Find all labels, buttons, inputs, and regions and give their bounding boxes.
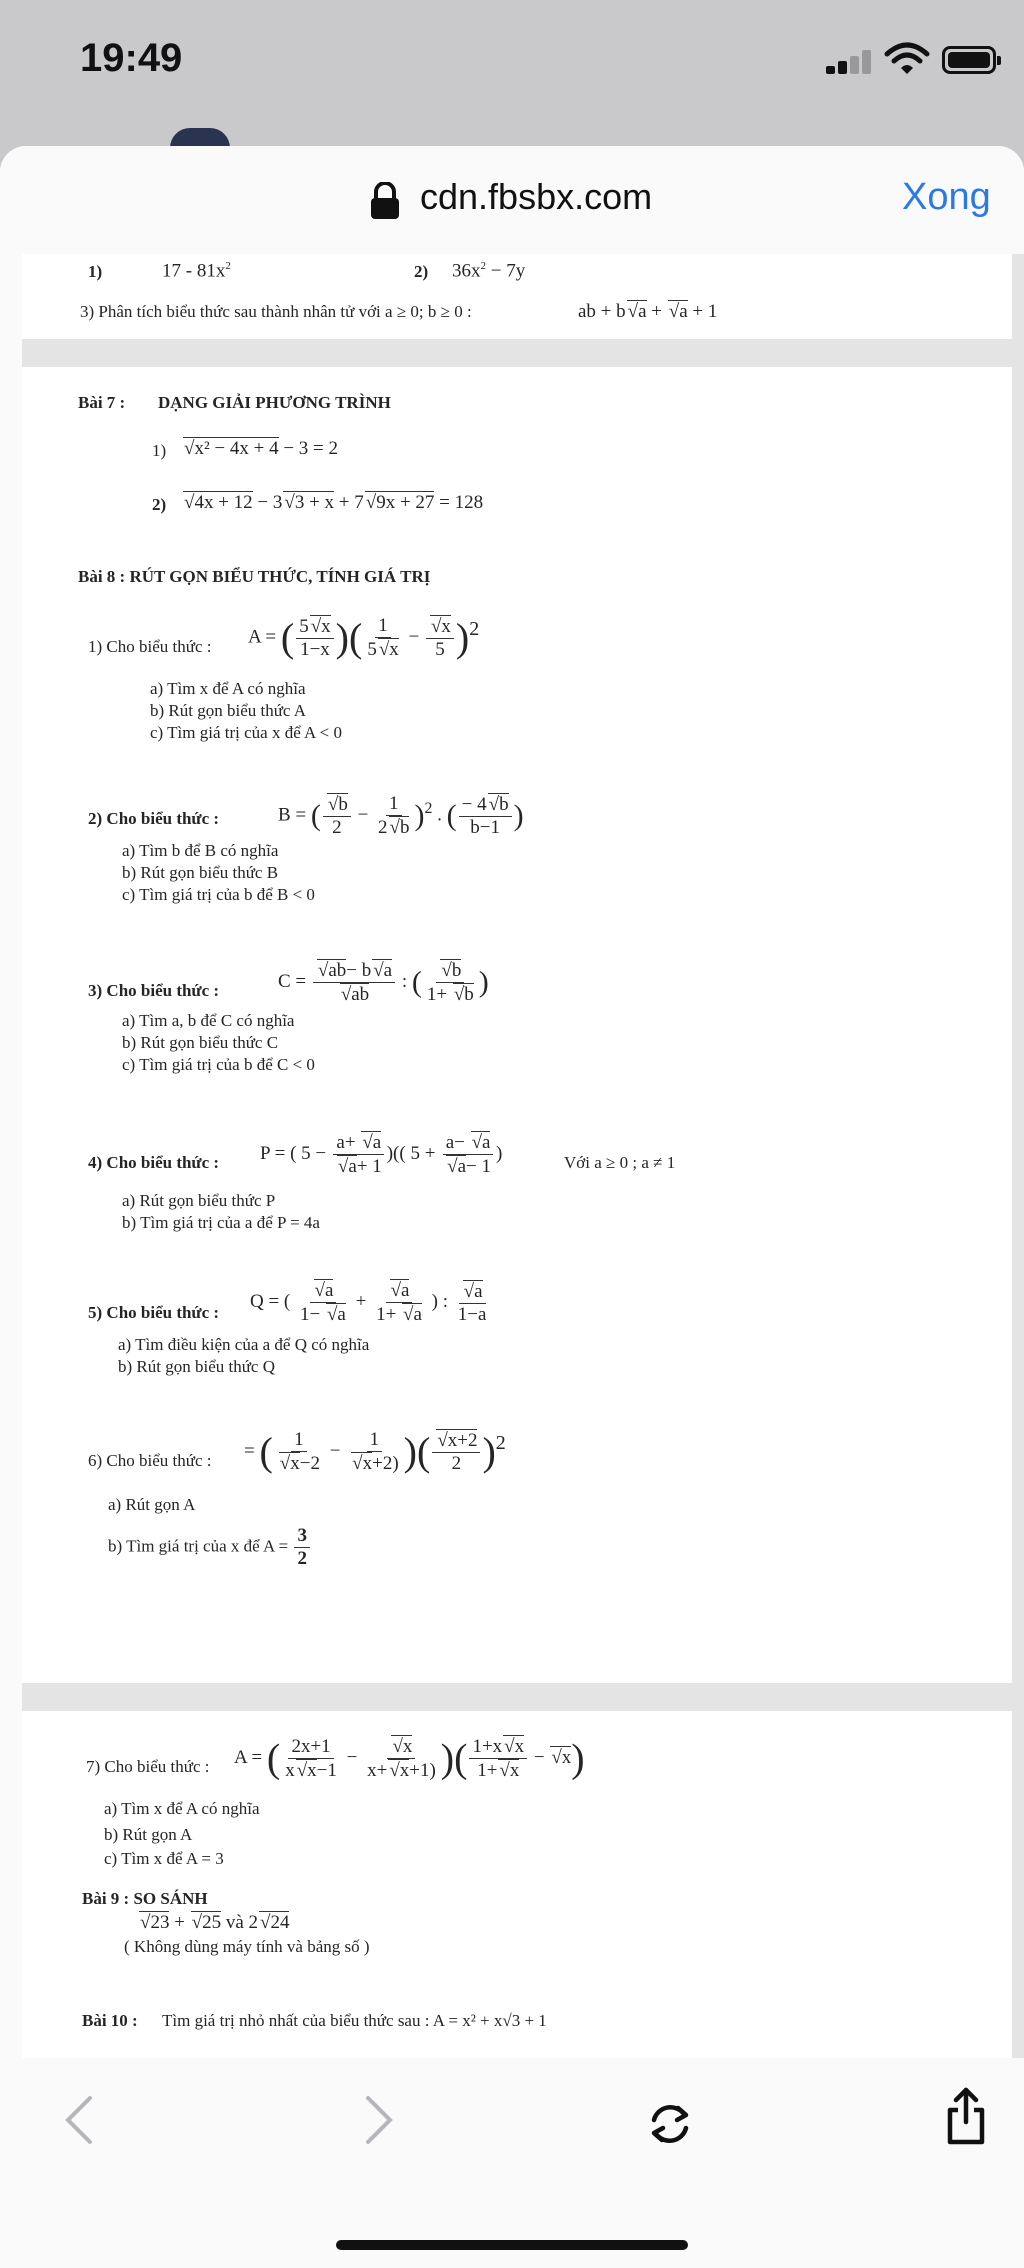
- section-title: Bài 9 : SO SÁNH: [82, 1889, 208, 1908]
- background-app-sliver: [170, 128, 230, 148]
- section-title: Bài 7 :: [78, 393, 126, 412]
- sub-question: b) Rút gọn biểu thức Q: [118, 1357, 276, 1376]
- exponent: 2: [480, 260, 486, 272]
- battery-icon: [942, 46, 996, 74]
- section-title: Bài 8 : RÚT GỌN BIỂU THỨC, TÍNH GIÁ TRỊ: [78, 567, 431, 586]
- question-label: 5) Cho biểu thức :: [88, 1303, 220, 1322]
- sub-question: b) Tìm giá trị của x để A = $\frac{3}{2}$: [108, 1525, 312, 1570]
- document-page-1: [22, 254, 1012, 339]
- url-domain[interactable]: cdn.fbsbx.com: [420, 176, 653, 217]
- chevron-right-icon[interactable]: [364, 2094, 394, 2146]
- expression-C: C = √ ab− b√ a √ ab : ( √ $\frac{b}{1+ √ b}$ ): [278, 959, 489, 1006]
- done-button[interactable]: Xong: [902, 176, 991, 218]
- expression: [162, 260, 231, 282]
- comparison: √ 23 + √ 25 và 2√ 24: [138, 1911, 289, 1934]
- signal-icon: [826, 50, 876, 74]
- browser-navbar: [0, 146, 1024, 254]
- item-number: 1): [88, 262, 103, 281]
- equation: √ x² − 4x + 4 − 3 = 2: [182, 437, 338, 460]
- item-number: 1): [152, 441, 167, 460]
- conjunction: và: [225, 1912, 244, 1933]
- factor-question: 3) Phân tích biểu thức sau thành nhân tử với a ≥ 0; b ≥ 0 :: [80, 302, 472, 321]
- question-text: Tìm giá trị nhỏ nhất của biểu thức sau : A = x² + x√3 + 1: [162, 2011, 547, 2030]
- browser-sheet: [0, 146, 1024, 2268]
- question-label: 4) Cho biểu thức :: [88, 1153, 220, 1172]
- expression-A: A = ( $\frac{5√ x}{1-x}$ )( $\frac{1}{5√ x}$ − √ $\frac{x}{5}$ )$^2$: [248, 615, 479, 661]
- chevron-left-icon[interactable]: [64, 2094, 94, 2146]
- sub-question-text: b) Tìm giá trị của x để A =: [108, 1536, 289, 1556]
- expression-text: 36x: [452, 260, 481, 282]
- section-title: Bài 10 :: [82, 2011, 138, 2030]
- wifi-icon: [884, 42, 930, 76]
- sub-question: b) Rút gọn biểu thức B: [122, 863, 279, 882]
- expression-text: 17 - 81x: [162, 260, 226, 282]
- expression: [452, 260, 525, 282]
- expression-B: B = ( √ $\frac{b}{2}$ − $\frac{1}{2√ b}$ )$^2$ . ( $\frac{- 4√ b}{b-1}$ ): [278, 793, 524, 839]
- item-number: 2): [414, 262, 429, 281]
- question-label: 2) Cho biểu thức :: [88, 809, 220, 828]
- bottom-toolbar: [0, 2058, 1024, 2268]
- sub-question: c) Tìm giá trị của b để B < 0: [122, 885, 315, 904]
- sub-question: a) Rút gọn A: [108, 1495, 196, 1514]
- exponent: 2: [225, 260, 231, 272]
- question-label: 1) Cho biểu thức :: [88, 637, 212, 656]
- condition: Với a ≥ 0 ; a ≠ 1: [564, 1153, 676, 1172]
- question-label: 6) Cho biểu thức :: [88, 1451, 212, 1470]
- reload-icon[interactable]: [644, 2098, 696, 2150]
- equation-rhs: = 128: [439, 492, 484, 513]
- equation: √ 4x + 12 − 3√ 3 + x + 7√ 9x + 27 = 128: [182, 491, 483, 514]
- status-bar: [0, 0, 1024, 140]
- document-page-3: [22, 1711, 1012, 2058]
- sub-question: c) Tìm giá trị của b để C < 0: [122, 1055, 315, 1074]
- expression-A7: A = ( $\frac{2x+1}{x√ x-1}$ − √ $\frac{x}{x+√ x+1)}$ )( $\frac{1+x√ x}{1+√ x}$ − √ x): [234, 1735, 585, 1782]
- question-label: 3) Cho biểu thức :: [88, 981, 220, 1000]
- expression-A6: = ( 1 √ x−2 − 1 √ x+2) )( √ $\frac{x+2}{2}$ )$^2$: [244, 1429, 506, 1475]
- document-viewer[interactable]: [22, 254, 1024, 2058]
- item-number: 2): [152, 495, 167, 514]
- document-page-2: [22, 367, 1012, 1683]
- share-icon[interactable]: [944, 2086, 988, 2148]
- sub-question: a) Tìm điều kiện của a để Q có nghĩa: [118, 1335, 370, 1354]
- factor-expression: ab + b√ a + √ a + 1: [578, 300, 717, 323]
- sub-question: a) Tìm x để A có nghĩa: [150, 679, 306, 698]
- expression-text: − 7y: [486, 260, 526, 282]
- sub-question: a) Tìm a, b để C có nghĩa: [122, 1011, 295, 1030]
- question-label: 7) Cho biểu thức :: [86, 1757, 210, 1776]
- sub-question: a) Tìm x để A có nghĩa: [104, 1799, 260, 1818]
- sub-question: c) Tìm x để A = 3: [104, 1849, 224, 1868]
- sub-question: c) Tìm giá trị của x để A < 0: [150, 723, 342, 742]
- section-heading: DẠNG GIẢI PHƯƠNG TRÌNH: [158, 393, 391, 412]
- sub-question: a) Tìm b để B có nghĩa: [122, 841, 279, 860]
- status-time: 19:49: [80, 36, 183, 80]
- sub-question: a) Rút gọn biểu thức P: [122, 1191, 276, 1210]
- expression-P: P = ( 5 − a+ √ a √ a+ 1 )(( 5 + a− √ a √ a− 1 ): [260, 1131, 502, 1178]
- sub-question: b) Rút gọn biểu thức A: [150, 701, 307, 720]
- lock-icon: [368, 182, 402, 220]
- sub-question: b) Tìm giá trị của a để P = 4a: [122, 1213, 320, 1232]
- expression-Q: Q = ( √ $\frac{a}{1- √ a}$ + √ $\frac{a}{1+ √ a}$ ) : √ $\frac{a}{1-a}$: [250, 1279, 491, 1326]
- sub-question: b) Rút gọn biểu thức C: [122, 1033, 279, 1052]
- note: ( Không dùng máy tính và bảng số ): [124, 1937, 370, 1956]
- equation-rhs: − 3 = 2: [283, 438, 339, 459]
- sub-question: b) Rút gọn A: [104, 1825, 193, 1844]
- home-indicator[interactable]: [336, 2240, 688, 2250]
